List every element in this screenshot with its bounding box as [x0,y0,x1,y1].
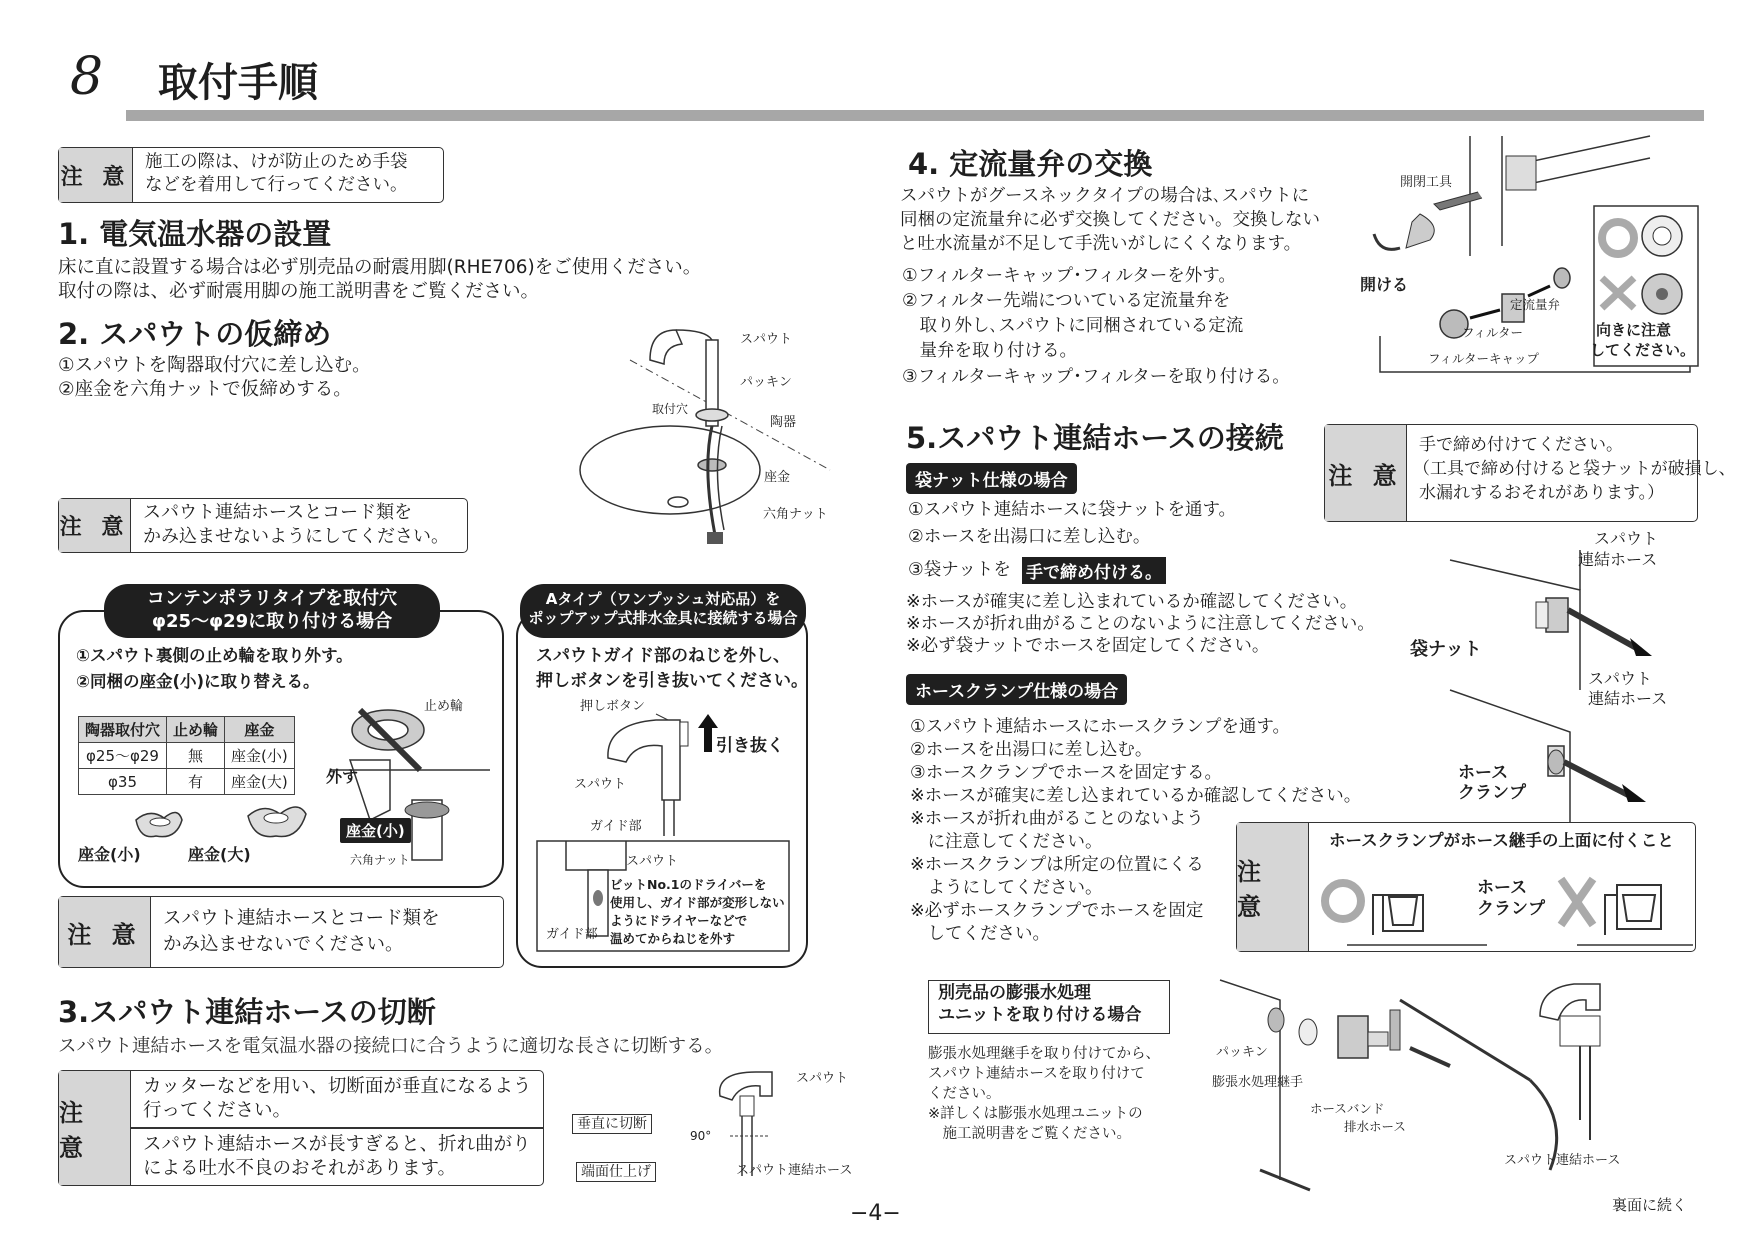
expansion-line: ください。 [928,1086,1001,1102]
sec4-line: と吐水流量が不足して手洗いがしにくくなります。 [900,234,1302,254]
label-pull-out: 引き抜く [716,736,784,756]
table-cell: 座金(大) [225,769,295,795]
label-packing-exp: パッキン [1216,1045,1268,1060]
sec4-line: 同梱の定流量弁に必ず交換してください。交換しない [900,210,1320,230]
contemporary-step: ②同梱の座金(小)に取り替える。 [76,672,320,691]
caution-cut [58,1070,544,1186]
sec2-step: ②座金を六角ナットで仮締めする。 [58,379,352,400]
bag-step3-highlight: 手で締め付ける。 [1022,557,1166,584]
clamp-step: ようにしてください。 [910,878,1103,898]
label-push-button: 押しボタン [580,699,646,714]
label-hose-1: スパウト [1594,529,1659,548]
atype-title-line: Aタイプ（ワンプッシュ対応品）を [545,590,781,608]
fig-label-packing: パッキン [740,375,792,390]
label-cut-vertical: 垂直に切断 [572,1114,652,1134]
sec2-heading: 2. スパウトの仮締め [58,317,332,351]
label-end-finish: 端面仕上げ [576,1162,656,1182]
sec4-step: 量弁を取り付ける。 [902,341,1077,361]
clamp-step: してください。 [910,924,1050,944]
label-hose-2: 連結ホース [1588,689,1668,708]
caution-line: かみ込ませないでください。 [163,934,404,955]
label-hose-cut: スパウト連結ホース [736,1163,853,1178]
fig-label-mount-hole: 取付穴 [652,402,689,416]
table-header: 陶器取付穴 [79,717,167,743]
table-cell: 無 [167,743,225,769]
sec4-step: ②フィルター先端についている定流量弁を [902,291,1231,311]
table-cell: φ35 [79,769,167,795]
caution-line: カッターなどを用い、切断面が垂直になるよう [143,1076,532,1097]
sec4-heading: 4. 定流量弁の交換 [908,147,1153,181]
continue-note: 裏面に続く [1612,1196,1688,1214]
caution-clamp [1236,822,1696,952]
clamp-step: ①スパウト連結ホースにホースクランプを通す。 [910,717,1291,737]
table-header: 座金 [225,717,295,743]
label-angle: 90° [690,1129,712,1143]
caution-line: 行ってください。 [143,1100,292,1121]
label-open: 開ける [1360,275,1409,294]
atype-line: 押しボタンを引き抜いてください。 [536,671,808,691]
spout-mount-diagram [590,320,840,560]
expansion-line: 施工説明書をご覧ください。 [928,1126,1131,1142]
label-hose-band: ホースバンド [1310,1101,1385,1116]
clamp-step: ※ホースクランプは所定の位置にくる [910,855,1204,875]
bag-step: ②ホースを出湯口に差し込む。 [908,527,1151,547]
caution-label: 注 意 [59,1071,131,1185]
caution-line: 水漏れするおそれがあります。） [1419,483,1665,503]
caution-line: スパウト連結ホースとコード類を [143,502,413,523]
label-stop-ring: 止め輪 [424,699,464,714]
label-bag-nut: 袋ナット [1410,639,1482,660]
sec4-step: ③フィルターキャップ･フィルターを取り付ける。 [902,367,1290,387]
label-spout-a2: スパウト [626,854,679,869]
atype-title [520,584,806,638]
sec5-heading: 5.スパウト連結ホースの接続 [906,421,1284,455]
clamp-tag: ホースクランプ仕様の場合 [906,674,1127,705]
sec2-step: ①スパウトを陶器取付穴に差し込む。 [58,355,371,376]
caution-divider [131,1127,543,1129]
caution-line: スパウト連結ホースとコード類を [163,908,440,929]
expansion-title: 別売品の膨張水処理 [938,983,1091,1003]
expansion-line: 膨張水処理継手を取り付けてから、 [928,1046,1160,1062]
clamp-step: ※ホースが折れ曲がることのないよう [910,809,1204,829]
bag-step: ①スパウト連結ホースに袋ナットを通す。 [908,500,1237,520]
chapter-title: 取付手順 [158,60,318,106]
atype-note: ようにドライヤーなどで [610,913,748,928]
bag-note: ※ホースが折れ曲がることのないように注意してください。 [906,614,1375,634]
sec1-line: 取付の際は、必ず耐震用脚の施工説明書をご覧ください。 [58,281,540,302]
fig-label-ceramic: 陶器 [770,415,797,430]
caution-label: 注 意 [1325,425,1407,521]
caution-line: 手で締め付けてください。 [1419,435,1623,455]
atype-note: 使用し、ガイド部が変形しない [610,895,785,910]
fig-label-spout: スパウト [740,332,793,347]
atype-line: スパウトガイド部のねじを外し、 [536,646,790,666]
label-filter-cap: フィルターキャップ [1428,351,1540,366]
label-spout-a: スパウト [574,777,627,792]
sec4-step: 取り外し､スパウトに同梱されている定流 [902,316,1244,336]
caution-cord [58,498,468,553]
table-cell: 有 [167,769,225,795]
caution-line: 施工の際は、けが防止のため手袋 [145,152,408,172]
sec3-line: スパウト連結ホースを電気温水器の接続口に合うように適切な長さに切断する。 [58,1036,724,1057]
sec1-heading: 1. 電気温水器の設置 [58,217,332,251]
caution-gloves [58,147,444,203]
page-number: −4− [850,1201,901,1226]
label-guide-a: ガイド部 [590,819,642,834]
caution-label: 注 意 [59,897,151,967]
caution-line: スパウト連結ホースが長すぎると、折れ曲がり [143,1134,531,1155]
caution-hand-tighten [1324,424,1736,522]
clamp-step: ③ホースクランプでホースを固定する。 [910,763,1222,783]
label-spout-cut: スパウト [796,1071,849,1086]
contemporary-title-line: コンテンポラリタイプを取付穴 [146,588,398,609]
caution-label: 注 意 [59,148,133,202]
atype-title-line: ポップアップ式排水金具に接続する場合 [528,608,798,627]
sec4-line: スパウトがグースネックタイプの場合は､スパウトに [900,186,1310,206]
caution-line: かみ込ませないようにしてください。 [143,526,449,547]
sec1-line: 床に直に設置する場合は必ず別売品の耐震用脚(RHE706)をご使用ください。 [58,257,702,278]
expansion-line: ※詳しくは膨張水処理ユニットの [928,1106,1143,1122]
label-drain-hose: 排水ホース [1344,1119,1406,1134]
expansion-title: ユニットを取り付ける場合 [938,1005,1142,1025]
label-hose-2: スパウト [1588,669,1653,688]
caution-label: 注 意 [59,499,131,552]
caution-line: による吐水不良のおそれがあります。 [143,1158,457,1179]
sec4-step: ①フィルターキャップ･フィルターを外す。 [902,266,1236,286]
sec3-heading: 3.スパウト連結ホースの切断 [58,995,436,1029]
clamp-step: ②ホースを出湯口に差し込む。 [910,740,1153,760]
label-hose-1: 連結ホース [1578,550,1658,569]
label-tool: 開閉工具 [1400,175,1453,190]
bag-nut-tag: 袋ナット仕様の場合 [906,463,1077,494]
label-orient: してください。 [1590,341,1696,359]
table-cell: 座金(小) [225,743,295,769]
expansion-line: スパウト連結ホースを取り付けて [928,1066,1145,1082]
table-header: 止め輪 [167,717,225,743]
caution-line: （工具で締め付けると袋ナットが破損し、 [1413,459,1736,479]
label-guide-a2: ガイド部 [546,927,598,942]
label-clamp: ホース [1458,763,1509,783]
clamp-step: ※必ずホースクランプでホースを固定 [910,901,1204,921]
contemporary-title-line: φ25～φ29に取り付ける場合 [151,610,393,632]
label-hex-nut: 六角ナット [350,853,410,867]
table-cell: φ25～φ29 [79,743,167,769]
label-clamp: クランプ [1458,783,1526,803]
clamp-step: ※ホースが確実に差し込まれているか確認してください。 [910,786,1362,806]
atype-note: ビットNo.1のドライバーを [610,877,767,892]
caution-clamp-title: ホースクランプがホース継手の上面に付くこと [1329,831,1674,850]
bag-step3-prefix: ③袋ナットを [908,560,1011,580]
atype-figure [596,706,776,846]
label-valve: 定流量弁 [1510,297,1561,312]
clamp-step: に注意してください。 [910,832,1103,852]
label-spout-hose-exp: スパウト連結ホース [1504,1153,1621,1168]
caution-mid [58,896,504,968]
contemporary-title [104,584,440,638]
bag-note: ※ホースが確実に差し込まれているか確認してください。 [906,592,1358,612]
caution-clamp-label: クランプ [1477,899,1545,919]
fig-label-hex-nut: 六角ナット [763,507,828,522]
label-remove: 外す [326,767,359,786]
label-orient: 向きに注意 [1596,321,1672,339]
caution-label: 注 意 [1237,823,1309,951]
label-filter: フィルター [1462,325,1524,340]
caution-clamp-label: ホース [1477,878,1528,898]
washer-table [78,716,295,795]
label-joint-exp: 膨張水処理継手 [1212,1075,1304,1090]
label-washer-small: 座金(小) [78,845,141,864]
atype-note: 温めてからねじを外す [610,931,736,946]
label-washer-large: 座金(大) [188,845,251,864]
contemporary-step: ①スパウト裏側の止め輪を取り外す。 [76,646,353,665]
bag-note: ※必ず袋ナットでホースを固定してください。 [906,636,1270,656]
fig-label-washer: 座金 [764,470,791,485]
chapter-number: 8 [70,47,104,107]
caution-line: などを着用して行ってください。 [145,175,408,195]
header-bar [126,110,1704,121]
washer-small-tag: 座金(小) [340,818,411,843]
